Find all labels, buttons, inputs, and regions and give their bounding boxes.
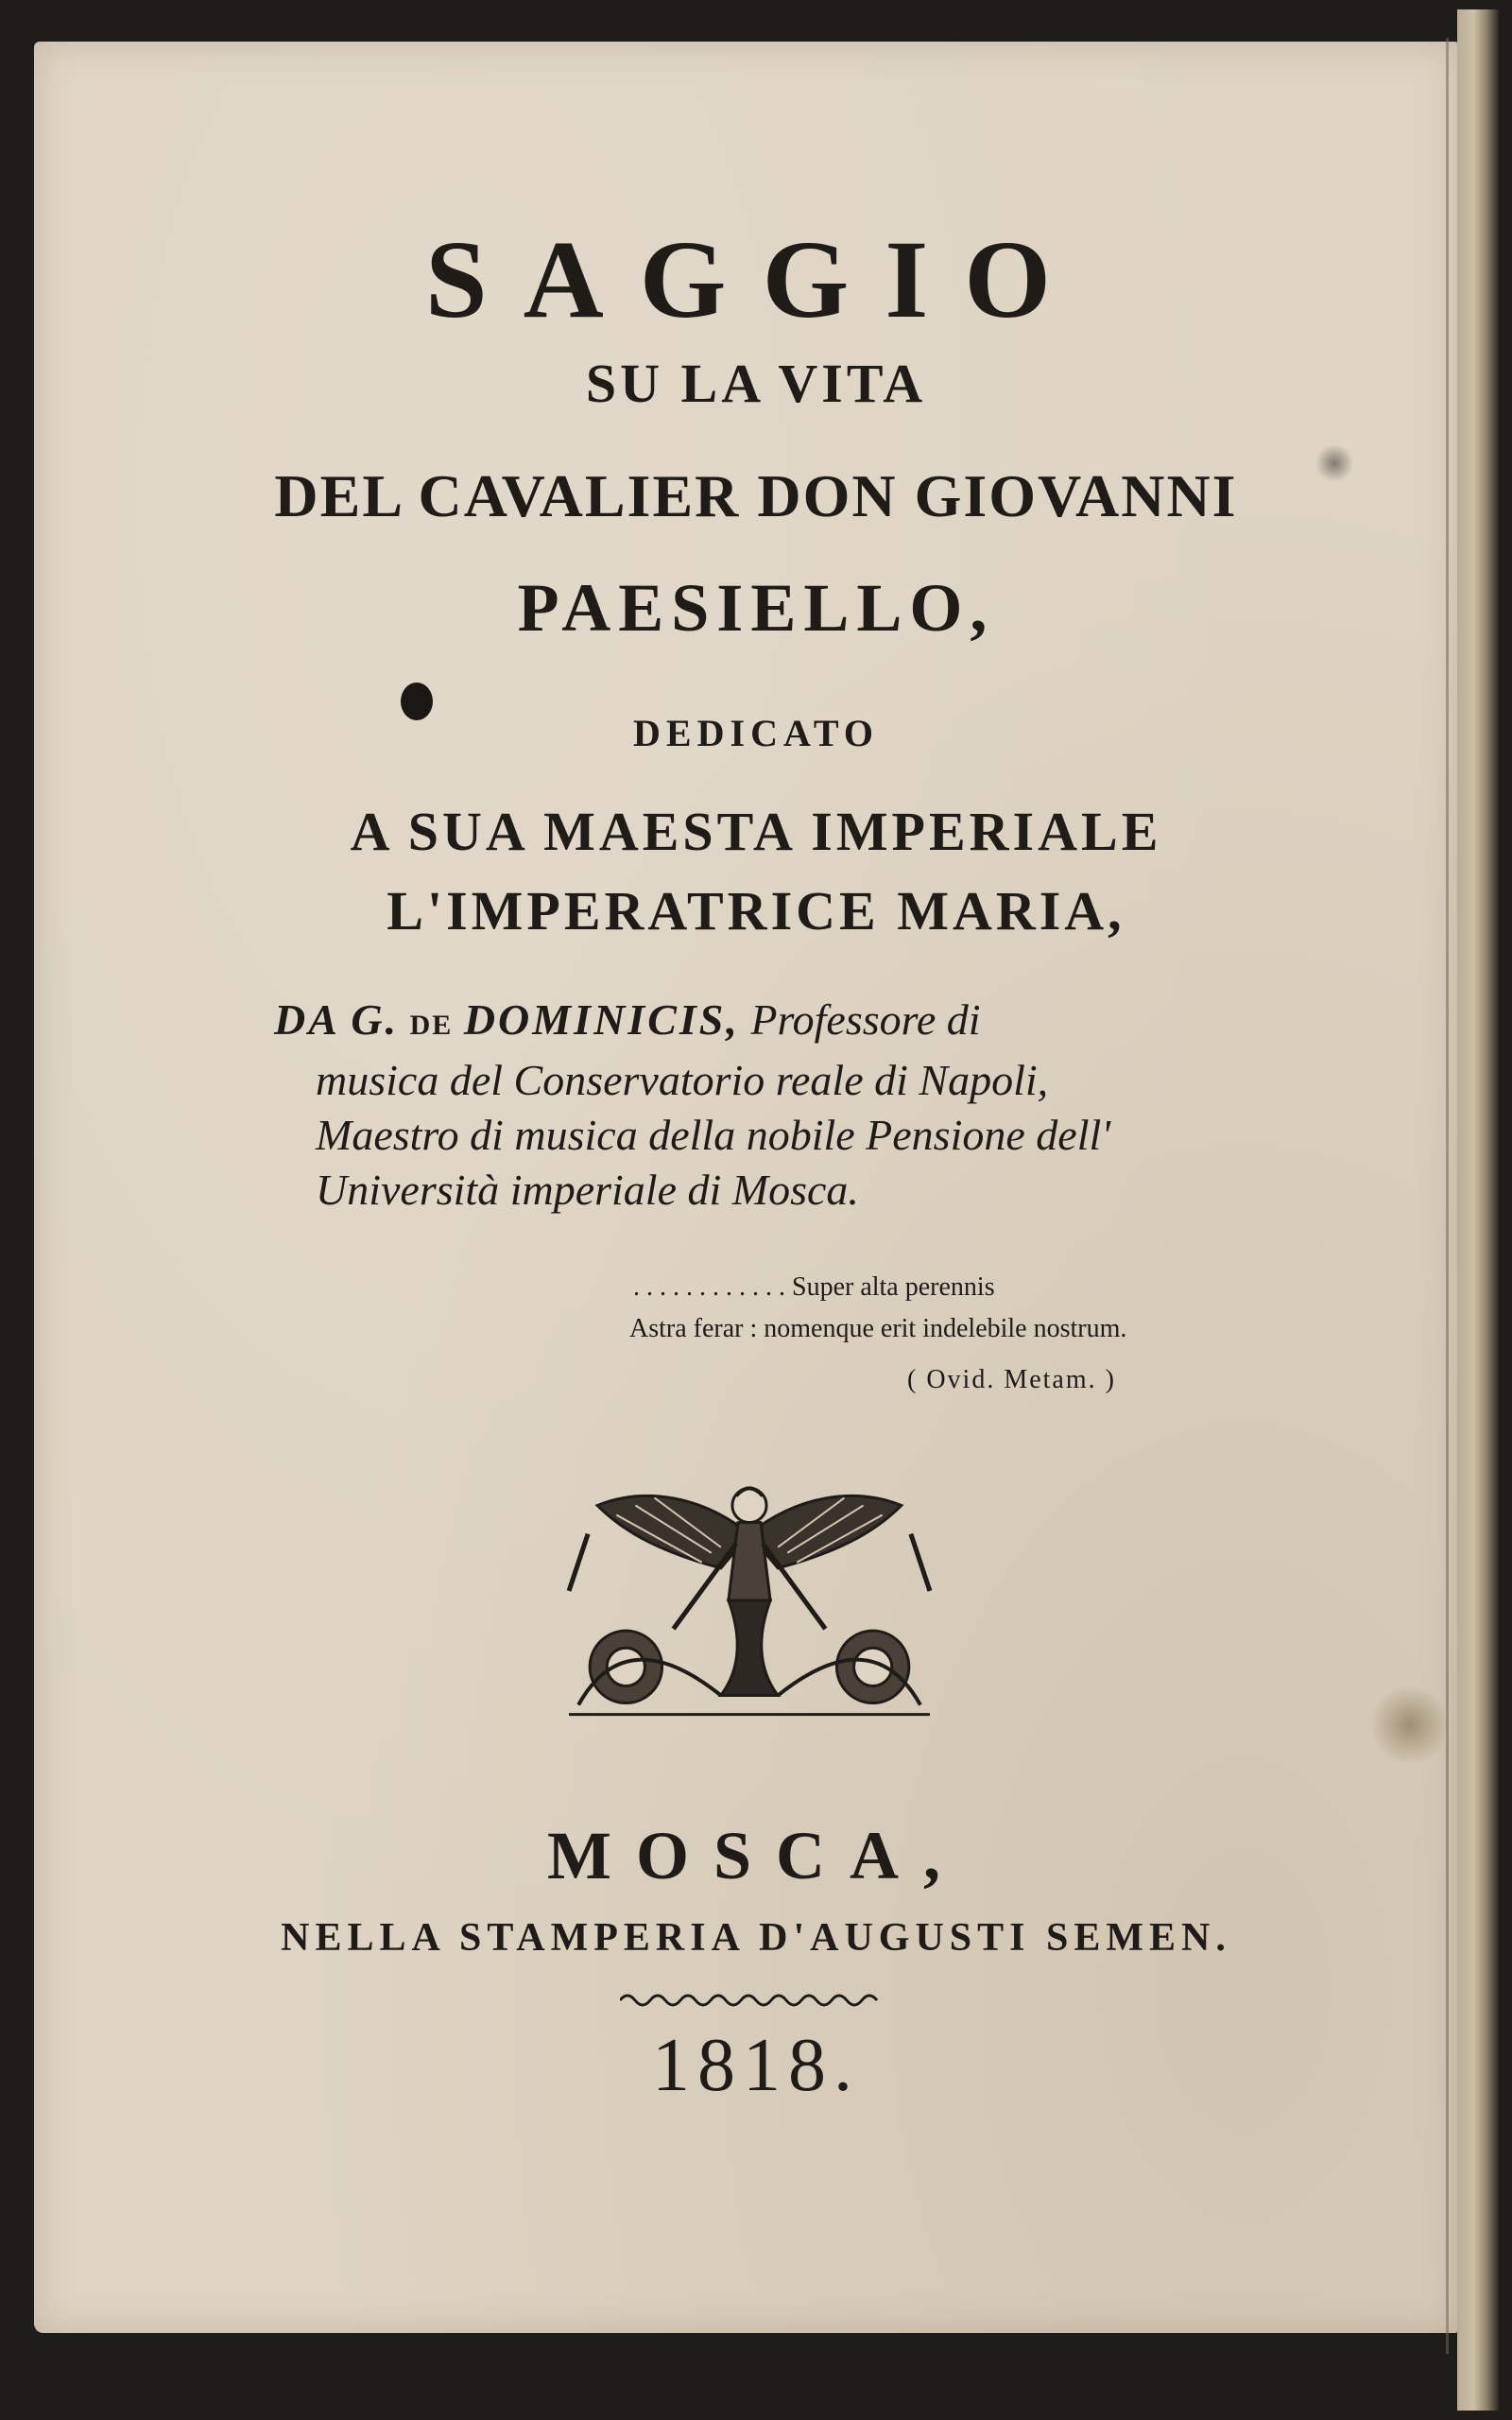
winged-figure-ornament-icon	[559, 1477, 939, 1720]
author-line-2: musica del Conservatorio reale di Napoli,	[316, 1056, 1049, 1104]
stain-mark	[1372, 1683, 1448, 1768]
imprint-printer: NELLA STAMPERIA D'AUGUSTI SEMEN.	[281, 1916, 1231, 1960]
subtitle-line-3: PAESIELLO,	[517, 570, 995, 646]
subtitle-line-1: SU LA VITA	[585, 353, 927, 414]
epigraph-line-1: . . . . . . . . . . . . Super alta perennis	[633, 1272, 995, 1302]
dedication-line-1: A SUA MAESTA IMPERIALE	[350, 801, 1162, 862]
author-block	[274, 993, 1257, 1218]
decorative-rule	[620, 1991, 879, 2010]
author-initial: G.	[351, 995, 400, 1044]
epigraph-line-2: Astra ferar : nomenque erit indelebile nostrum.	[629, 1314, 1127, 1343]
author-da: DA	[274, 995, 340, 1044]
author-line-1	[274, 993, 1257, 1053]
dedication-label: DEDICATO	[633, 712, 879, 754]
author-de: DE	[409, 1010, 454, 1041]
author-line-3: Maestro di musica della nobile Pensione dell'	[316, 1111, 1111, 1159]
imprint-year: 1818.	[652, 2024, 860, 2107]
imprint-place: MOSCA,	[547, 1818, 965, 1893]
subtitle-line-2: DEL CAVALIER DON GIOVANNI	[274, 462, 1238, 529]
dedication-line-2: L'IMPERATRICE MARIA,	[387, 880, 1125, 942]
epigraph-attribution: ( Ovid. Metam. )	[907, 1365, 1116, 1394]
author-line-1-rest: Professore di	[750, 995, 981, 1044]
author-surname: DOMINICIS,	[463, 995, 740, 1044]
author-line-4: Università imperiale di Mosca.	[316, 1166, 859, 1214]
title: SAGGIO	[424, 217, 1088, 341]
